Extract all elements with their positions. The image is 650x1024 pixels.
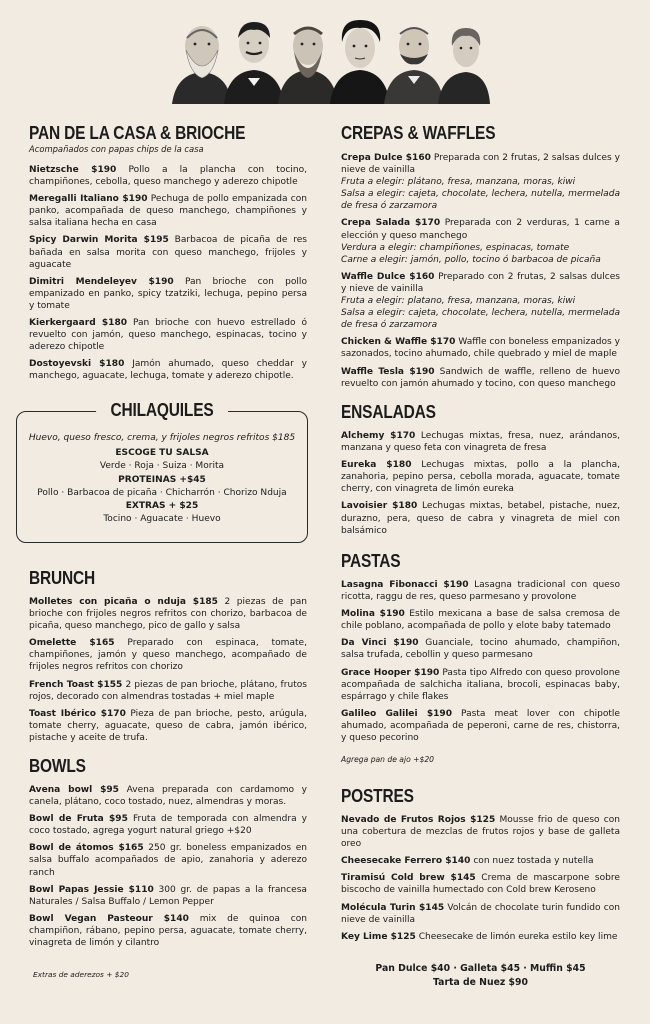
menu-item: Alchemy $170 Lechugas mixtas, fresa, nuez, arándanos, manzana y queso feta con vinagreta de fresa xyxy=(341,431,620,454)
portrait-header-illustration xyxy=(162,16,490,104)
section-title: PAN DE LA CASA & BRIOCHE xyxy=(29,123,246,143)
menu-item: Dostoyevski $180 Jamón ahumado, queso cheddar y manchego, aguacate, lechuga, tomate y aderezo chipotle. xyxy=(29,359,307,382)
portraits-svg xyxy=(162,16,490,104)
chilaquiles-desc: Huevo, queso fresco, crema, y frijoles negros refritos $185 xyxy=(28,433,296,443)
portrait-kierkegaard xyxy=(330,20,390,104)
menu-item: Bowl Papas Jessie $110 300 gr. de papas a la francesa Naturales / Salsa Buffalo / Lemon Pepper xyxy=(29,884,307,907)
menu-item: Spicy Darwin Morita $195 Barbacoa de picaña de res bañada en salsa morita con queso manchego, frijoles y aguacate xyxy=(29,235,307,270)
menu-item: Waffle Dulce $160 Preparado con 2 frutas, 2 salsas dulces y nieve de vainilla Fruta a elegir: platano, fresa, manzana, moras, kiwi Salsa a elegir: cajeta, chocolate, lechera, nutella, mermelada de fresa ó zarzamora xyxy=(341,271,620,331)
menu-item: Da Vinci $190 Guanciale, tocino ahumado, champiñon, salsa trufada, cebollin y queso parmesano xyxy=(341,638,620,661)
section-chilaquiles xyxy=(16,400,308,543)
postres-extras xyxy=(341,962,620,990)
chilaquiles-title-wrap xyxy=(96,399,228,421)
section-title: CHILAQUILES xyxy=(110,400,214,420)
menu-item: Crepa Dulce $160 Preparada con 2 frutas, 2 salsas dulces y nieve de vainilla Fruta a elegir: plátano, fresa, manzana, moras, kiwi Salsa a elegir: cajeta, chocolate, lechera, nutella, mermelada de fresa ó zarzamora xyxy=(341,153,620,212)
section-bowls xyxy=(29,755,307,954)
menu-item: Avena bowl $95 Avena preparada con cardamomo y canela, plátano, coco tostado, nuez, almendras y moras. xyxy=(29,785,308,808)
portrait-darwin xyxy=(172,26,232,104)
chilaquiles-body xyxy=(17,432,307,526)
menu-item: Grace Hooper $190 Pasta tipo Alfredo con queso provolone acompañada de salchicha italiana, brocoli, espinacas baby, espárrago y chile flakes xyxy=(341,667,620,702)
section-pastas xyxy=(341,550,620,764)
postres-extras-line2: Tarta de Nuez $90 xyxy=(433,977,528,988)
menu-item: Eureka $180 Lechugas mixtas, pollo a la plancha, zanahoria, pepino persa, cebolla morada, aguacate, tomate cherry, con vinagreta de limón eureka xyxy=(341,460,620,495)
menu-item: Lasagna Fibonacci $190 Lasagna tradicional con queso ricotta, raggu de res, queso parmesano y provolone xyxy=(341,580,620,603)
section-title: BRUNCH xyxy=(29,568,96,588)
extras-options: Tocino · Aguacate · Huevo xyxy=(103,514,221,525)
menu-item: Toast Ibérico $170 Pieza de pan brioche, pesto, arúgula, tomate cherry, aguacate, queso de cabra, jamón ibérico, pistache y aceite de trufa. xyxy=(29,708,307,743)
menu-item: Bowl Vegan Pasteour $140 mix de quinoa con champiñon, rábano, pepino persa, aguacate, tomate cherry, vinagreta de limón y cilantro xyxy=(29,913,307,949)
portrait-tesla xyxy=(224,22,284,104)
menu-item: Waffle Tesla $190 Sandwich de waffle, relleno de huevo revuelto con jamón ahumado y tocino, con queso manchego xyxy=(341,366,620,389)
portrait-curie xyxy=(438,28,490,104)
menu-item: Bowl de Fruta $95 Fruta de temporada con almendra y coco tostado, agrega yogurt natural griego +$20 xyxy=(29,814,307,837)
menu-item: Nietzsche $190 Pollo a la plancha con tocino, champiñones, cebolla, queso manchego y aderezo chipotle xyxy=(29,165,307,188)
menu-item: Meregalli Italiano $190 Pechuga de pollo empanizada con panko, acompañada de queso manchego, champiñones y salsa italiana hecha en casa xyxy=(29,194,307,229)
menu-item: Molécula Turin $145 Volcán de chocolate turin fundido con nieve de vainilla xyxy=(341,902,620,925)
section-ensaladas xyxy=(341,401,620,542)
proteinas-heading: PROTEINAS +$45 xyxy=(118,474,206,485)
portrait-nietzsche xyxy=(384,27,444,104)
section-title: POSTRES xyxy=(341,786,414,806)
menu-item: Bowl de átomos $165 250 gr. boneless empanizados en salsa buffalo acompañados de apio, zanahoria y aderezo ranch xyxy=(29,843,308,878)
proteinas-options: Pollo · Barbacoa de picaña · Chicharrón · Chorizo Nduja xyxy=(37,487,287,498)
menu-item: Galileo Galilei $190 Pasta meat lover con chipotle ahumado, acompañada de peperoni, carne de res, chistorra, y queso pecorino xyxy=(341,708,620,744)
menu-item: French Toast $155 2 piezas de pan brioche, plátano, frutos rojos, decorado con almendras tostadas + miel maple xyxy=(29,679,307,702)
pan-de-ajo-note: Agrega pan de ajo +$20 xyxy=(341,755,434,765)
postres-extras-line1: Pan Dulce $40 · Galleta $45 · Muffin $45 xyxy=(375,963,586,974)
menu-item: Nevado de Frutos Rojos $125 Mousse frio de queso con una cobertura de mezclas de frutos rojos y base de galleta oreo xyxy=(341,815,620,850)
section-title: CREPAS & WAFFLES xyxy=(341,123,496,143)
extras-heading: EXTRAS + $25 xyxy=(125,501,199,512)
extras-aderezos-note: Extras de aderezos + $20 xyxy=(33,970,129,979)
section-pan-de-la-casa xyxy=(29,122,307,388)
section-postres xyxy=(341,785,620,948)
section-title: BOWLS xyxy=(29,756,86,776)
section-subtitle: Acompañados con papas chips de la casa xyxy=(29,144,204,154)
salsa-options: Verde · Roja · Suiza · Morita xyxy=(99,461,225,472)
section-brunch xyxy=(29,567,307,749)
menu-item: Crepa Salada $170 Preparada con 2 verduras, 1 carne a elección y queso manchego Verdura a elegir: champiñones, espinacas, tomate Carne a elegir: jamón, pollo, tocino ó barbacoa de picaña xyxy=(341,218,620,265)
menu-item: Kierkergaard $180 Pan brioche con huevo estrellado ó revuelto con jamón, queso manchego, espinacas, tocino y aderezo chipotle xyxy=(29,318,307,353)
section-crepas-waffles xyxy=(341,122,620,395)
menu-item: Cheesecake Ferrero $140 con nuez tostada y nutella xyxy=(341,856,594,867)
menu-item: Omelette $165 Preparado con espinaca, tomate, champiñones, jamón y queso manchego, acompañado de frijoles negros refritos con chorizo xyxy=(29,638,307,673)
menu-item: Chicken & Waffle $170 Waffle con boneless empanizados y sazonados, tocino ahumado, chile quebrado y miel de maple xyxy=(341,337,620,360)
menu-item: Lavoisier $180 Lechugas mixtas, betabel, pistache, nuez, durazno, pera, queso de cabra y vinagreta de miel con balsámico xyxy=(341,501,620,536)
menu-item: Molletes con picaña o nduja $185 2 piezas de pan brioche con frijoles negros refritos con chorizo, barbacoa de picaña, queso manchego, pico de gallo y salsa xyxy=(29,597,307,632)
menu-item: Dimitri Mendeleyev $190 Pan brioche con pollo empanizado en panko, spicy tzatziki, lechuga, pepino persa y tomate xyxy=(29,276,307,311)
section-title: ENSALADAS xyxy=(341,402,436,422)
menu-item: Molina $190 Estilo mexicana a base de salsa cremosa de chile poblano, acompañada de pollo y elote baby tatemado xyxy=(341,609,620,632)
salsa-heading: ESCOGE TU SALSA xyxy=(115,448,209,459)
section-title: PASTAS xyxy=(341,551,401,571)
portrait-dostoyevski xyxy=(278,27,338,104)
menu-item: Tiramisú Cold brew $145 Crema de mascarpone sobre biscocho de vainilla humectado con Cold brew Keroseno xyxy=(341,873,620,896)
menu-item: Key Lime $125 Cheesecake de limón eureka estilo key lime xyxy=(341,931,618,942)
